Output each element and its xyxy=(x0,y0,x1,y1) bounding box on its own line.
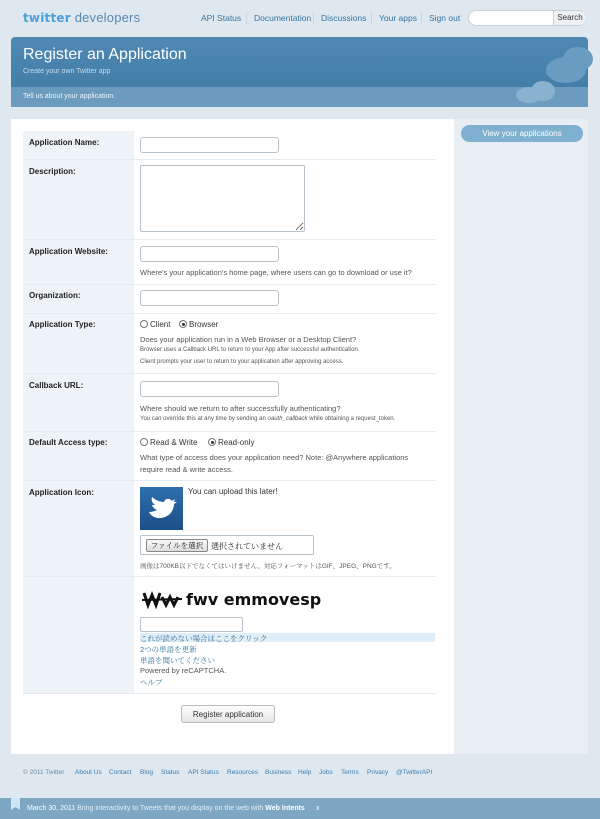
app-type-browser-radio[interactable] xyxy=(179,320,187,328)
access-hint-line-2: require read & write access. xyxy=(140,465,233,474)
header-band-text: Tell us about your application. xyxy=(23,93,116,100)
announcement-text xyxy=(27,805,305,812)
row-divider xyxy=(23,431,436,432)
footer-copyright: © 2011 Twitter xyxy=(23,769,65,776)
app-type-browser-label[interactable]: Browser xyxy=(189,320,219,329)
twitter-bird-avatar xyxy=(140,487,183,530)
access-read-write-label[interactable]: Read & Write xyxy=(150,438,198,447)
app-type-browser-note: Browser uses a Callback URL to return to your App after successful authentication. xyxy=(140,347,360,353)
captcha-response-input[interactable] xyxy=(140,617,243,632)
organization-input[interactable] xyxy=(140,290,279,306)
icon-size-note: 画像は700KB以下でなくてはいけません。対応フォーマットはGIF、JPEG、PNGです。 xyxy=(140,563,396,570)
announcement-message: Bring interactivity to Tweets that you display on the web with xyxy=(77,805,264,812)
twitter-bird-icon xyxy=(140,487,183,530)
captcha-help-link[interactable]: ヘルプ xyxy=(140,678,163,687)
twitter-developers-logo[interactable] xyxy=(23,10,140,25)
choose-file-button[interactable]: ファイルを選択 xyxy=(146,539,208,552)
page-subtitle: Create your own Twitter app xyxy=(23,68,111,75)
captcha-audio-link[interactable]: 単語を聞いてください xyxy=(140,656,215,665)
callback-label: Callback URL: xyxy=(29,381,84,390)
access-hint-line-1: What type of access does your application need? Note: @Anywhere applications xyxy=(140,453,409,462)
app-type-label: Application Type: xyxy=(29,320,96,329)
page-title: Register an Application xyxy=(23,46,187,63)
website-input[interactable] xyxy=(140,246,279,262)
app-type-client-radio[interactable] xyxy=(140,320,148,328)
captcha-words: fwv emmovesp xyxy=(186,590,322,609)
logo-twitter-word: twitter xyxy=(23,11,71,25)
access-read-only-label[interactable]: Read-only xyxy=(218,438,255,447)
label-column xyxy=(23,131,134,694)
captcha-refresh-link[interactable]: 2つの単語を更新 xyxy=(140,645,197,654)
row-divider xyxy=(23,576,436,577)
callback-override-note xyxy=(140,416,395,422)
nav-discussions[interactable]: Discussions xyxy=(321,13,367,23)
view-applications-button[interactable]: View your applications xyxy=(461,125,583,142)
callback-url-input[interactable] xyxy=(140,381,279,397)
close-announcement-button[interactable]: x xyxy=(316,805,320,812)
website-label: Application Website: xyxy=(29,247,108,256)
access-read-write-radio[interactable] xyxy=(140,438,148,446)
callback-note-end: while obtaining a request_token. xyxy=(307,416,396,422)
nav-divider xyxy=(371,12,372,24)
website-hint: Where's your application's home page, where users can go to download or use it? xyxy=(140,268,412,277)
row-divider xyxy=(23,284,436,285)
footer-help[interactable]: Help xyxy=(298,769,312,776)
nav-divider xyxy=(246,12,247,24)
callback-note-start: You can override this at any time by sending an xyxy=(140,416,268,422)
row-divider xyxy=(23,159,436,160)
file-status-text: 選択されていません xyxy=(211,542,283,551)
captcha-powered-by: Powered by reCAPTCHA. xyxy=(140,666,227,675)
cloud-decoration xyxy=(563,47,593,71)
logo-developers-word: developers xyxy=(74,10,141,25)
footer-about-us[interactable]: About Us xyxy=(75,769,102,776)
organization-label: Organization: xyxy=(29,291,81,300)
nav-divider xyxy=(421,12,422,24)
row-divider xyxy=(23,373,436,374)
captcha-image xyxy=(142,587,322,611)
register-application-button[interactable]: Register application xyxy=(181,705,275,723)
row-divider xyxy=(23,693,436,694)
row-divider xyxy=(23,239,436,240)
footer-terms[interactable]: Terms xyxy=(341,769,359,776)
footer-resources[interactable]: Resources xyxy=(227,769,259,776)
footer-status[interactable]: Status xyxy=(161,769,180,776)
web-intents-link[interactable]: Web Intents xyxy=(265,805,305,812)
row-divider xyxy=(23,480,436,481)
announcement-date: March 30, 2011 xyxy=(27,805,76,812)
captcha-words-image xyxy=(142,587,322,611)
page-header xyxy=(11,37,588,107)
access-read-only-radio[interactable] xyxy=(208,438,216,446)
captcha-cant-read-link[interactable]: これが読めない場合はここをクリック xyxy=(140,634,268,643)
app-type-client-note: Client prompts your user to return to your application after approving access. xyxy=(140,359,344,365)
app-name-input[interactable] xyxy=(140,137,279,153)
nav-sign-out[interactable]: Sign out xyxy=(429,13,461,23)
callback-hint: Where should we return to after successfully authenticating? xyxy=(140,404,341,413)
row-divider xyxy=(23,313,436,314)
nav-documentation[interactable]: Documentation xyxy=(254,13,312,23)
footer-api-status[interactable]: API Status xyxy=(188,769,219,776)
footer-business[interactable]: Business xyxy=(265,769,292,776)
access-type-label: Default Access type: xyxy=(29,438,108,447)
nav-api-status[interactable]: API Status xyxy=(201,13,242,23)
description-label: Description: xyxy=(29,167,76,176)
footer-jobs[interactable]: Jobs xyxy=(319,769,333,776)
footer-contact[interactable]: Contact xyxy=(109,769,132,776)
icon-upload-later-note: You can upload this later! xyxy=(188,487,278,496)
app-icon-label: Application Icon: xyxy=(29,488,94,497)
nav-your-apps[interactable]: Your apps xyxy=(379,13,417,23)
description-textarea[interactable] xyxy=(140,165,305,232)
footer-twitterapi[interactable]: @TwitterAPI xyxy=(396,769,433,776)
footer-privacy[interactable]: Privacy xyxy=(367,769,389,776)
app-type-question: Does your application run in a Web Browser or a Desktop Client? xyxy=(140,335,357,344)
nav-divider xyxy=(313,12,314,24)
search-button[interactable]: Search xyxy=(553,11,586,25)
sidebar xyxy=(454,119,588,754)
footer-blog[interactable]: Blog xyxy=(140,769,154,776)
app-name-label: Application Name: xyxy=(29,138,100,147)
app-type-client-label[interactable]: Client xyxy=(150,320,171,329)
callback-note-code: oauth_callback xyxy=(267,416,308,422)
cloud-decoration xyxy=(531,81,555,101)
